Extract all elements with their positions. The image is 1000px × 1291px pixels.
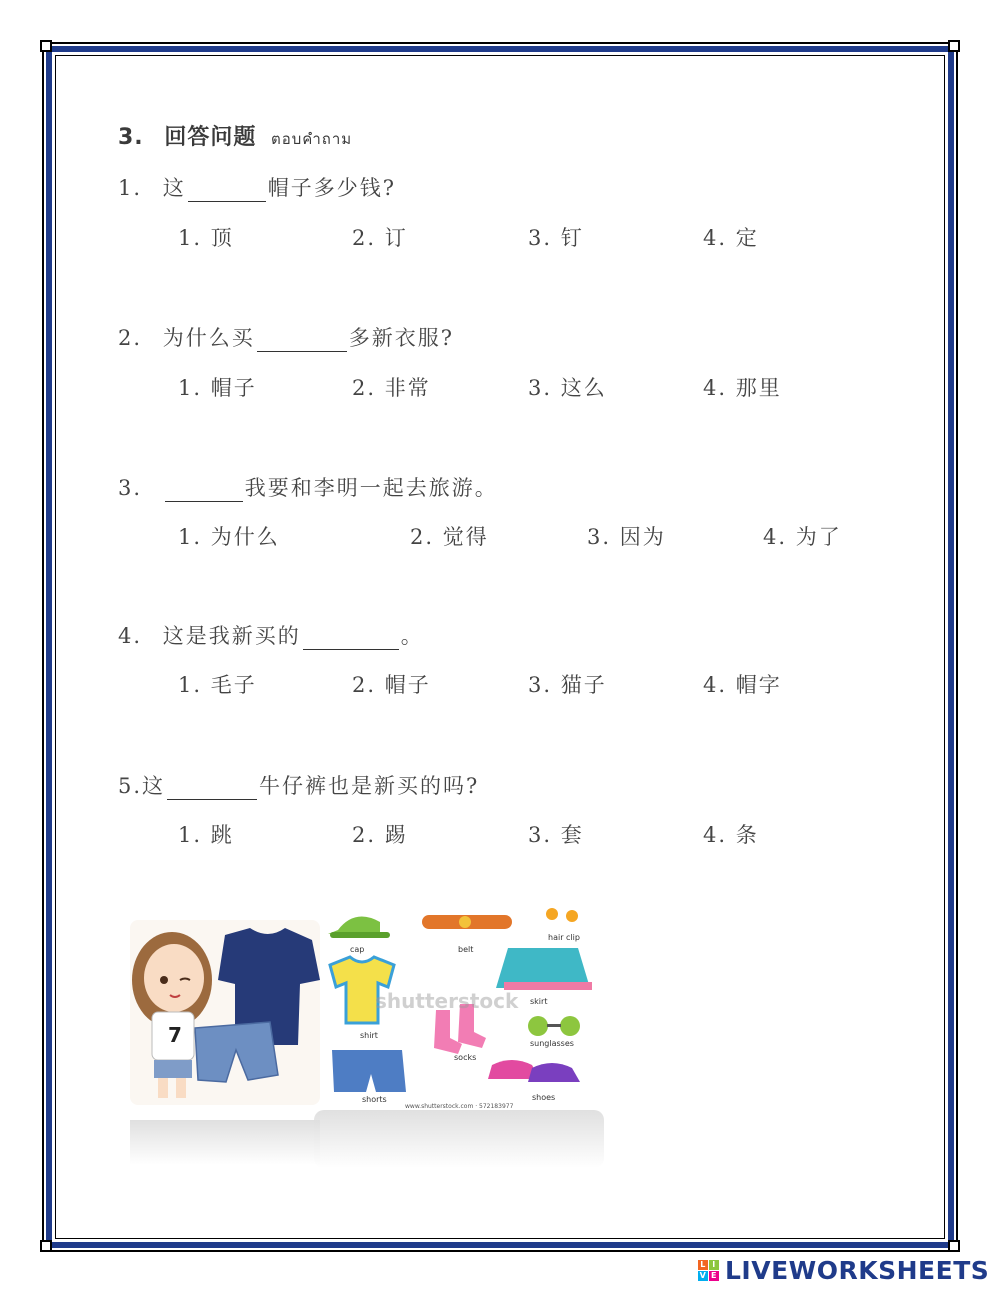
liveworksheets-logo xyxy=(698,1256,989,1284)
option[interactable]: 1. 顶 xyxy=(178,226,234,250)
option[interactable]: 4. 条 xyxy=(703,823,759,847)
question-text-after: 帽子多少钱? xyxy=(267,176,396,200)
sunglasses-image xyxy=(528,1016,548,1036)
option[interactable]: 3. 猫子 xyxy=(528,673,607,697)
corner-ornament xyxy=(40,1240,52,1252)
section-number: 3. xyxy=(118,125,144,150)
corner-ornament xyxy=(40,40,52,52)
corner-ornament xyxy=(948,40,960,52)
question-text-after: 牛仔裤也是新买的吗? xyxy=(259,774,480,798)
question-number: 1. xyxy=(118,176,143,200)
section-heading xyxy=(118,120,352,151)
question-text-before: 这是我新买的 xyxy=(162,624,301,648)
image-reflection xyxy=(130,1120,320,1165)
question-text-after: 。 xyxy=(400,624,424,648)
question-text-before: 这 xyxy=(162,176,186,200)
image-reflection xyxy=(314,1110,604,1168)
corner-ornament xyxy=(948,1240,960,1252)
label-skirt: skirt xyxy=(530,997,548,1006)
option[interactable]: 1. 为什么 xyxy=(178,525,280,549)
question-4 xyxy=(118,620,424,650)
option[interactable]: 3. 套 xyxy=(528,823,584,847)
question-2 xyxy=(118,322,454,352)
option[interactable]: 4. 定 xyxy=(703,226,759,250)
option[interactable]: 4. 帽字 xyxy=(703,673,782,697)
image-credit: www.shutterstock.com · 572183977 xyxy=(405,1103,514,1110)
watermark: shutterstock xyxy=(375,989,519,1013)
option[interactable]: 2. 非常 xyxy=(352,376,431,400)
section-title-thai: ตอบคำถาม xyxy=(271,130,353,148)
option[interactable]: 4. 那里 xyxy=(703,376,782,400)
option[interactable]: 3. 因为 xyxy=(587,525,666,549)
answer-blank[interactable] xyxy=(257,329,347,352)
label-belt: belt xyxy=(458,945,474,954)
question-1 xyxy=(118,172,396,202)
question-text-after: 我要和李明一起去旅游。 xyxy=(244,476,498,500)
label-shirt: shirt xyxy=(360,1031,378,1040)
answer-blank[interactable] xyxy=(165,479,243,502)
section-title: 回答问题 xyxy=(164,125,257,150)
option[interactable]: 3. 这么 xyxy=(528,376,607,400)
option[interactable]: 1. 帽子 xyxy=(178,376,257,400)
jersey-number: 7 xyxy=(168,1023,182,1047)
logo-icon: L I V E xyxy=(698,1260,719,1281)
label-hair-clip: hair clip xyxy=(548,933,580,942)
question-text-before: 这 xyxy=(142,774,166,798)
option[interactable]: 2. 帽子 xyxy=(352,673,431,697)
answer-blank[interactable] xyxy=(167,777,257,800)
option[interactable]: 2. 踢 xyxy=(352,823,408,847)
answer-blank[interactable] xyxy=(188,179,266,202)
option[interactable]: 2. 觉得 xyxy=(410,525,489,549)
hair-clip-image xyxy=(546,908,558,920)
question-number: 5. xyxy=(118,774,143,798)
clothing-illustration xyxy=(130,900,605,1170)
question-5 xyxy=(118,770,479,800)
option[interactable]: 1. 跳 xyxy=(178,823,234,847)
girl-photo xyxy=(130,920,320,1105)
question-number: 3. xyxy=(118,476,143,500)
question-text-before: 为什么买 xyxy=(162,326,255,350)
brand-name: LIVEWORKSHEETS xyxy=(725,1255,990,1285)
label-shorts: shorts xyxy=(362,1095,387,1104)
option[interactable]: 2. 订 xyxy=(352,226,408,250)
option[interactable]: 4. 为了 xyxy=(763,525,842,549)
question-text-after: 多新衣服? xyxy=(348,326,454,350)
option[interactable]: 3. 钉 xyxy=(528,226,584,250)
label-cap: cap xyxy=(350,945,365,954)
label-socks: socks xyxy=(454,1053,477,1062)
clothing-chart xyxy=(320,900,602,1110)
option[interactable]: 1. 毛子 xyxy=(178,673,257,697)
girl-face xyxy=(144,944,204,1012)
label-shoes: shoes xyxy=(532,1093,556,1102)
answer-blank[interactable] xyxy=(303,627,399,650)
question-number: 2. xyxy=(118,326,143,350)
label-sunglasses: sunglasses xyxy=(530,1039,574,1048)
question-number: 4. xyxy=(118,624,143,648)
question-3 xyxy=(118,472,498,502)
